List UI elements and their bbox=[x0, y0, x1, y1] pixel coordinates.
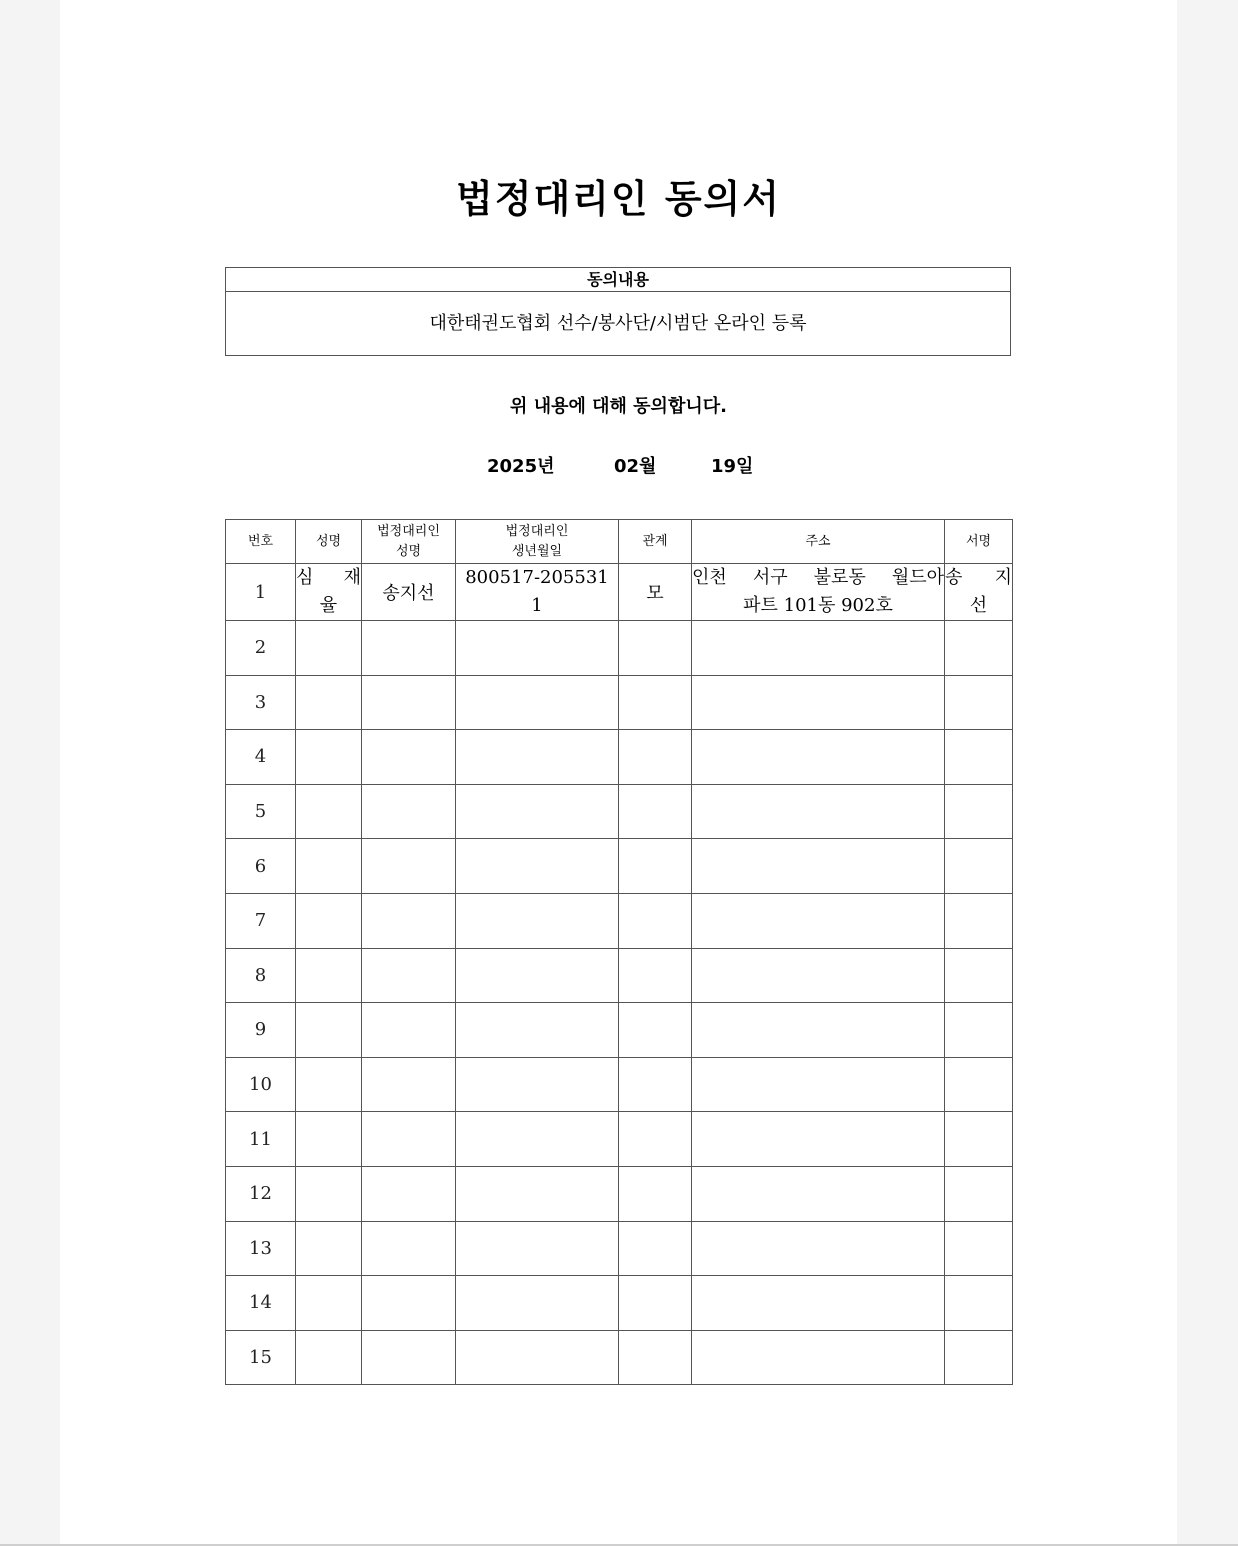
cell-signature[interactable] bbox=[945, 1057, 1013, 1112]
consent-box bbox=[225, 267, 1011, 356]
cell-guardian-birth[interactable] bbox=[456, 1057, 619, 1112]
table-row bbox=[226, 1003, 1013, 1058]
table-row bbox=[226, 675, 1013, 730]
table-row bbox=[226, 730, 1013, 785]
table-row bbox=[226, 621, 1013, 676]
header-relation: 관계 bbox=[619, 520, 692, 564]
cell-relation[interactable] bbox=[619, 1330, 692, 1385]
header-name: 성명 bbox=[296, 520, 362, 564]
cell-relation[interactable] bbox=[619, 730, 692, 785]
cell-signature[interactable] bbox=[945, 948, 1013, 1003]
guardian-table bbox=[225, 519, 1013, 1385]
table-row bbox=[226, 893, 1013, 948]
header-signature: 서명 bbox=[945, 520, 1013, 564]
cell-name: 심 재 율 bbox=[296, 564, 362, 621]
cell-relation[interactable] bbox=[619, 839, 692, 894]
cell-guardian-birth[interactable] bbox=[456, 730, 619, 785]
cell-signature[interactable] bbox=[945, 621, 1013, 676]
cell-name[interactable] bbox=[296, 1057, 362, 1112]
table-row bbox=[226, 948, 1013, 1003]
cell-relation[interactable] bbox=[619, 1221, 692, 1276]
cell-guardian-birth[interactable] bbox=[456, 893, 619, 948]
cell-name[interactable] bbox=[296, 784, 362, 839]
cell-no: 10 bbox=[226, 1057, 296, 1112]
table-row bbox=[226, 784, 1013, 839]
cell-relation[interactable] bbox=[619, 948, 692, 1003]
cell-guardian-name[interactable] bbox=[362, 1057, 456, 1112]
cell-signature[interactable] bbox=[945, 1330, 1013, 1385]
cell-relation[interactable] bbox=[619, 1003, 692, 1058]
cell-guardian-birth[interactable] bbox=[456, 1221, 619, 1276]
cell-relation[interactable] bbox=[619, 621, 692, 676]
cell-address[interactable] bbox=[692, 893, 945, 948]
cell-no: 13 bbox=[226, 1221, 296, 1276]
cell-address[interactable] bbox=[692, 1057, 945, 1112]
cell-address[interactable] bbox=[692, 730, 945, 785]
cell-name[interactable] bbox=[296, 948, 362, 1003]
cell-guardian-birth[interactable] bbox=[456, 1166, 619, 1221]
header-guardian-name: 법정대리인 성명 bbox=[362, 520, 456, 564]
cell-guardian-name[interactable] bbox=[362, 730, 456, 785]
cell-no: 14 bbox=[226, 1276, 296, 1331]
cell-name[interactable] bbox=[296, 1330, 362, 1385]
cell-signature[interactable] bbox=[945, 1166, 1013, 1221]
cell-relation[interactable] bbox=[619, 784, 692, 839]
cell-address[interactable] bbox=[692, 1112, 945, 1167]
cell-relation[interactable] bbox=[619, 675, 692, 730]
cell-no: 7 bbox=[226, 893, 296, 948]
cell-guardian-birth[interactable] bbox=[456, 784, 619, 839]
cell-name[interactable] bbox=[296, 730, 362, 785]
cell-guardian-name[interactable] bbox=[362, 784, 456, 839]
cell-relation[interactable] bbox=[619, 893, 692, 948]
cell-signature: 송 지 선 bbox=[945, 564, 1013, 621]
cell-guardian-name[interactable] bbox=[362, 893, 456, 948]
cell-no: 5 bbox=[226, 784, 296, 839]
table-row bbox=[226, 1166, 1013, 1221]
cell-address: 인천 서구 불로동 월드아 파트 101동 902호 bbox=[692, 564, 945, 621]
date-year: 2025년 bbox=[487, 456, 555, 477]
cell-name[interactable] bbox=[296, 1221, 362, 1276]
cell-signature[interactable] bbox=[945, 675, 1013, 730]
cell-name[interactable] bbox=[296, 1276, 362, 1331]
cell-signature[interactable] bbox=[945, 784, 1013, 839]
cell-relation[interactable] bbox=[619, 1166, 692, 1221]
cell-name[interactable] bbox=[296, 621, 362, 676]
cell-guardian-name[interactable] bbox=[362, 839, 456, 894]
cell-name[interactable] bbox=[296, 675, 362, 730]
cell-no: 6 bbox=[226, 839, 296, 894]
date-day: 19일 bbox=[711, 456, 754, 477]
header-no: 번호 bbox=[226, 520, 296, 564]
cell-guardian-birth[interactable] bbox=[456, 621, 619, 676]
cell-address[interactable] bbox=[692, 1166, 945, 1221]
cell-guardian-birth[interactable] bbox=[456, 948, 619, 1003]
cell-no: 2 bbox=[226, 621, 296, 676]
header-guardian-birth: 법정대리인 생년월일 bbox=[456, 520, 619, 564]
cell-relation: 모 bbox=[619, 564, 692, 621]
table-row bbox=[226, 1057, 1013, 1112]
cell-signature[interactable] bbox=[945, 839, 1013, 894]
cell-guardian-name[interactable] bbox=[362, 1330, 456, 1385]
cell-name[interactable] bbox=[296, 893, 362, 948]
document-title: 법정대리인 동의서 bbox=[456, 177, 781, 221]
table-row bbox=[226, 564, 1013, 621]
cell-address[interactable] bbox=[692, 839, 945, 894]
cell-signature[interactable] bbox=[945, 893, 1013, 948]
agree-statement: 위 내용에 대해 동의합니다. bbox=[510, 396, 727, 417]
cell-name[interactable] bbox=[296, 1112, 362, 1167]
cell-address[interactable] bbox=[692, 621, 945, 676]
cell-no: 8 bbox=[226, 948, 296, 1003]
table-row bbox=[226, 839, 1013, 894]
cell-guardian-birth[interactable] bbox=[456, 839, 619, 894]
cell-address[interactable] bbox=[692, 1276, 945, 1331]
cell-guardian-name[interactable] bbox=[362, 621, 456, 676]
cell-name[interactable] bbox=[296, 839, 362, 894]
cell-address[interactable] bbox=[692, 948, 945, 1003]
header-address: 주소 bbox=[692, 520, 945, 564]
cell-no: 9 bbox=[226, 1003, 296, 1058]
table-header-row bbox=[226, 520, 1013, 564]
table-row bbox=[226, 1330, 1013, 1385]
cell-guardian-birth[interactable] bbox=[456, 1003, 619, 1058]
cell-no: 4 bbox=[226, 730, 296, 785]
cell-address[interactable] bbox=[692, 1221, 945, 1276]
cell-relation[interactable] bbox=[619, 1057, 692, 1112]
table-row bbox=[226, 1221, 1013, 1276]
document-page bbox=[60, 0, 1177, 1545]
cell-guardian-name[interactable] bbox=[362, 1276, 456, 1331]
cell-guardian-birth[interactable] bbox=[456, 675, 619, 730]
date-month: 02월 bbox=[614, 456, 657, 477]
cell-guardian-birth[interactable] bbox=[456, 1112, 619, 1167]
cell-no: 15 bbox=[226, 1330, 296, 1385]
cell-guardian-name[interactable] bbox=[362, 1003, 456, 1058]
cell-no: 12 bbox=[226, 1166, 296, 1221]
cell-address[interactable] bbox=[692, 1003, 945, 1058]
cell-address[interactable] bbox=[692, 1330, 945, 1385]
cell-guardian-name[interactable] bbox=[362, 948, 456, 1003]
cell-no: 11 bbox=[226, 1112, 296, 1167]
cell-guardian-birth[interactable] bbox=[456, 1330, 619, 1385]
cell-name[interactable] bbox=[296, 1003, 362, 1058]
cell-guardian-name[interactable] bbox=[362, 1112, 456, 1167]
cell-address[interactable] bbox=[692, 784, 945, 839]
cell-guardian-name[interactable] bbox=[362, 675, 456, 730]
cell-relation[interactable] bbox=[619, 1276, 692, 1331]
cell-no: 3 bbox=[226, 675, 296, 730]
cell-relation[interactable] bbox=[619, 1112, 692, 1167]
table-row bbox=[226, 1112, 1013, 1167]
table-row bbox=[226, 1276, 1013, 1331]
cell-guardian-birth[interactable] bbox=[456, 1276, 619, 1331]
cell-guardian-name[interactable] bbox=[362, 1221, 456, 1276]
cell-name[interactable] bbox=[296, 1166, 362, 1221]
cell-signature[interactable] bbox=[945, 1276, 1013, 1331]
consent-content: 대한태권도협회 선수/봉사단/시범단 온라인 등록 bbox=[429, 313, 807, 334]
cell-signature[interactable] bbox=[945, 1112, 1013, 1167]
cell-guardian-name[interactable] bbox=[362, 1166, 456, 1221]
cell-signature[interactable] bbox=[945, 1003, 1013, 1058]
cell-address[interactable] bbox=[692, 675, 945, 730]
cell-signature[interactable] bbox=[945, 1221, 1013, 1276]
cell-no: 1 bbox=[226, 564, 296, 621]
consent-header: 동의내용 bbox=[226, 268, 1010, 292]
cell-guardian-name: 송지선 bbox=[362, 564, 456, 621]
cell-signature[interactable] bbox=[945, 730, 1013, 785]
cell-guardian-birth: 800517-205531 1 bbox=[456, 564, 619, 621]
